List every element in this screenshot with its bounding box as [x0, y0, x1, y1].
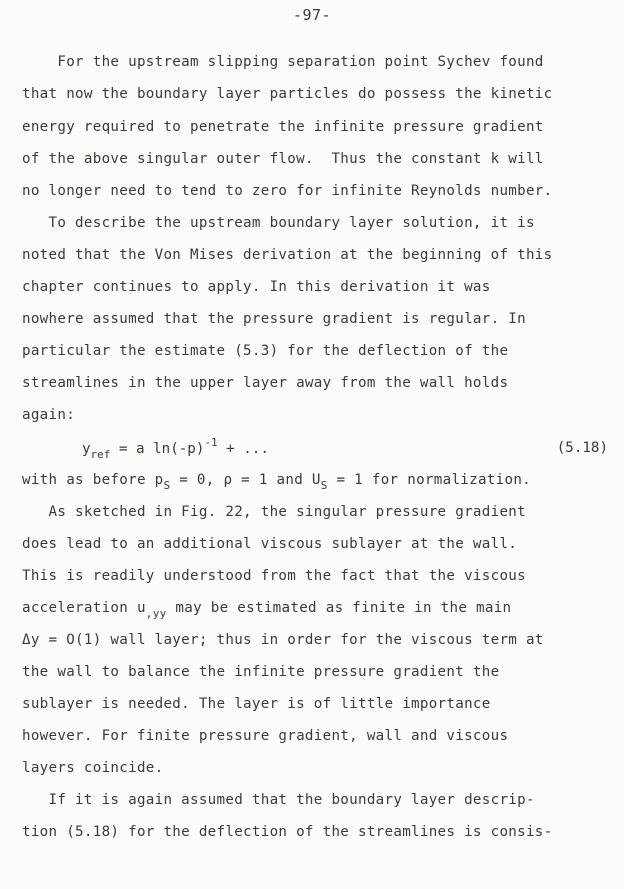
text-line: Δy = O(1) wall layer; thus in order for the viscous term at [22, 632, 544, 648]
page-number: -97- [292, 6, 332, 24]
text-line: tion (5.18) for the deflection of the streamlines is consis- [22, 824, 553, 840]
norm-a: with as before p [22, 472, 164, 488]
norm-c: = 1 for normalization. [327, 472, 532, 488]
norm-b: = 0, ρ = 1 and U [170, 472, 321, 488]
eq-sub-ref: ref [90, 448, 111, 461]
text-line: sublayer is needed. The layer is of little importance [22, 696, 491, 712]
text-line: the wall to balance the infinite pressure gradient the [22, 664, 500, 680]
text-line-normalization [22, 470, 612, 496]
text-line: For the upstream slipping separation point Sychev found [22, 54, 544, 70]
text-line: however. For finite pressure gradient, wall and viscous [22, 728, 509, 744]
eq-rhs-a: = a ln(-p) [110, 441, 205, 457]
eq-rhs-b: + ... [217, 441, 269, 457]
text-line: layers coincide. [22, 760, 164, 776]
text-line-acceleration [22, 598, 612, 624]
text-line: that now the boundary layer particles do possess the kinetic [22, 86, 553, 102]
text-line: streamlines in the upper layer away from the wall holds [22, 375, 509, 391]
eq-y: y [82, 441, 91, 457]
text-line: nowhere assumed that the pressure gradient is regular. In [22, 311, 526, 327]
equation-body [82, 436, 269, 461]
text-line: If it is again assumed that the boundary layer descrip- [22, 792, 535, 808]
text-line: no longer need to tend to zero for infinite Reynolds number. [22, 183, 553, 199]
equation-5-18 [22, 436, 612, 464]
norm-sub-1: S [163, 479, 171, 492]
accel-b: may be estimated as finite in the main [166, 600, 512, 616]
text-line: of the above singular outer flow. Thus the constant k will [22, 151, 544, 167]
text-line: energy required to penetrate the infinite pressure gradient [22, 119, 544, 135]
accel-a: acceleration u [22, 600, 146, 616]
text-line: chapter continues to apply. In this derivation it was [22, 279, 491, 295]
text-line: noted that the Von Mises derivation at the beginning of this [22, 247, 553, 263]
norm-sub-2: S [320, 479, 328, 492]
text-line: As sketched in Fig. 22, the singular pressure gradient [22, 504, 526, 520]
equation-number: (5.18) [556, 440, 608, 456]
text-line: To describe the upstream boundary layer solution, it is [22, 215, 535, 231]
text-line: again: [22, 407, 76, 423]
text-line: This is readily understood from the fact that the viscous [22, 568, 526, 584]
text-line: particular the estimate (5.3) for the deflection of the [22, 343, 509, 359]
eq-sup: -1 [204, 436, 218, 449]
accel-sub: ,yy [145, 607, 167, 620]
text-line: does lead to an additional viscous sublayer at the wall. [22, 536, 518, 552]
